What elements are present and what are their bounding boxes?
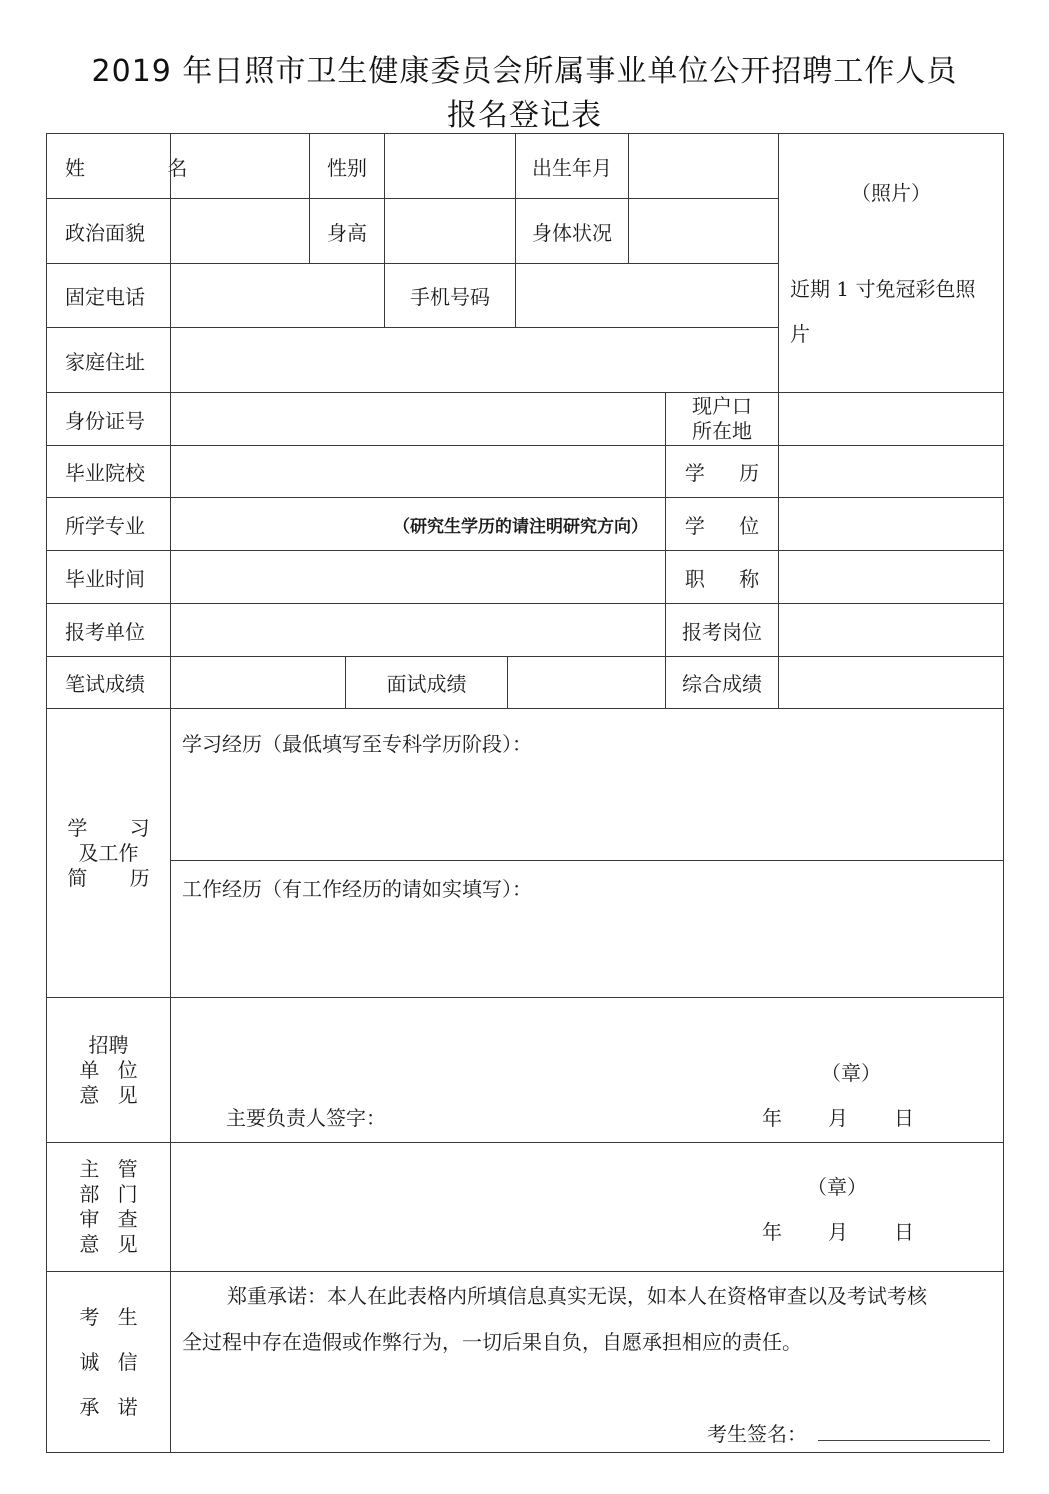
- unit-date-day: 日: [894, 1105, 914, 1130]
- label-unit-opinion: 招聘 单 位 意 见: [79, 1032, 144, 1107]
- candidate-signature-line[interactable]: [818, 1440, 990, 1441]
- label-health: 身体状况: [532, 220, 612, 245]
- title-rank-field[interactable]: [779, 551, 1003, 603]
- address-field[interactable]: [171, 328, 778, 392]
- height-field[interactable]: [385, 199, 515, 263]
- label-id-number: 身份证号: [65, 408, 145, 433]
- gender-field[interactable]: [385, 134, 515, 198]
- label-political: 政治面貌: [65, 220, 145, 245]
- hukou-field[interactable]: [779, 393, 1003, 445]
- birth-field[interactable]: [629, 134, 778, 198]
- label-school: 毕业院校: [65, 461, 145, 485]
- written-field[interactable]: [171, 657, 345, 708]
- pledge-text-line-1: 郑重承诺：本人在此表格内所填信息真实无误，如本人在资格审查以及考试考核: [227, 1283, 927, 1308]
- label-written: 笔试成绩: [65, 672, 145, 696]
- dept-date-month: 月: [828, 1219, 848, 1244]
- form-title-line-2: 报名登记表: [447, 98, 602, 133]
- form-title-line-1: 2019 年日照市卫生健康委员会所属事业单位公开招聘工作人员: [91, 54, 958, 89]
- work-history-field[interactable]: [171, 861, 1003, 997]
- pledge-text-line-2: 全过程中存在造假或作弊行为，一切后果自负，自愿承担相应的责任。: [182, 1329, 802, 1354]
- post-field[interactable]: [779, 604, 1003, 656]
- label-landline: 固定电话: [65, 285, 145, 309]
- degree-field[interactable]: [779, 498, 1003, 550]
- pledge-field: [171, 1272, 1003, 1452]
- label-height: 身高: [327, 220, 367, 245]
- photo-label: （照片）: [851, 180, 931, 205]
- label-mobile: 手机号码: [410, 285, 490, 309]
- dept-date-year: 年: [762, 1219, 782, 1244]
- grad-time-field[interactable]: [171, 551, 665, 603]
- school-field[interactable]: [171, 446, 665, 497]
- mobile-field[interactable]: [516, 264, 778, 327]
- study-history-field[interactable]: [171, 709, 1003, 860]
- study-history-label: 学习经历（最低填写至专科学历阶段）：: [182, 731, 532, 756]
- landline-field[interactable]: [171, 264, 384, 327]
- unit-field[interactable]: [171, 604, 665, 656]
- id-number-field[interactable]: [171, 393, 665, 445]
- label-address: 家庭住址: [65, 349, 145, 374]
- candidate-signature-label: 考生签名：: [707, 1421, 807, 1446]
- label-post: 报考岗位: [682, 619, 762, 644]
- name-field[interactable]: [171, 134, 309, 198]
- label-degree: 学 位: [684, 513, 774, 538]
- photo-note-line-2: 片: [790, 321, 810, 346]
- label-hukou: 现户口 所在地: [692, 394, 752, 443]
- label-gender: 性别: [327, 155, 367, 180]
- education-field[interactable]: [779, 446, 1003, 497]
- health-field[interactable]: [629, 199, 778, 263]
- unit-seal: （章）: [821, 1060, 881, 1085]
- dept-date-day: 日: [894, 1219, 914, 1244]
- label-total: 综合成绩: [682, 672, 762, 696]
- photo-note-line-1: 近期 1 寸免冠彩色照: [790, 276, 976, 301]
- unit-date-month: 月: [828, 1105, 848, 1130]
- label-name: 姓 名: [65, 155, 226, 180]
- label-title-rank: 职 称: [684, 566, 774, 591]
- label-birth: 出生年月: [532, 155, 612, 180]
- major-note: （研究生学历的请注明研究方向）: [393, 516, 648, 537]
- dept-seal: （章）: [807, 1174, 867, 1199]
- label-resume: 学 习 及工作 简 历: [67, 815, 168, 890]
- major-field[interactable]: [171, 498, 665, 550]
- label-pledge: 考 生 诚 信 承 诺: [79, 1304, 144, 1419]
- label-unit: 报考单位: [65, 619, 145, 644]
- unit-opinion-field[interactable]: [171, 998, 1003, 1142]
- label-major: 所学专业: [65, 513, 145, 538]
- political-field[interactable]: [171, 199, 309, 263]
- label-education: 学 历: [684, 461, 774, 485]
- work-history-label: 工作经历（有工作经历的请如实填写）：: [182, 876, 532, 901]
- unit-date-year: 年: [762, 1105, 782, 1130]
- dept-review-field[interactable]: [171, 1143, 1003, 1271]
- label-grad-time: 毕业时间: [65, 566, 145, 591]
- photo-box[interactable]: [779, 134, 1003, 392]
- label-interview: 面试成绩: [386, 672, 467, 696]
- interview-field[interactable]: [508, 657, 665, 708]
- label-dept-review: 主 管 部 门 审 查 意 见: [79, 1157, 144, 1256]
- total-field[interactable]: [779, 657, 1003, 708]
- leader-signature-label: 主要负责人签字：: [226, 1105, 386, 1130]
